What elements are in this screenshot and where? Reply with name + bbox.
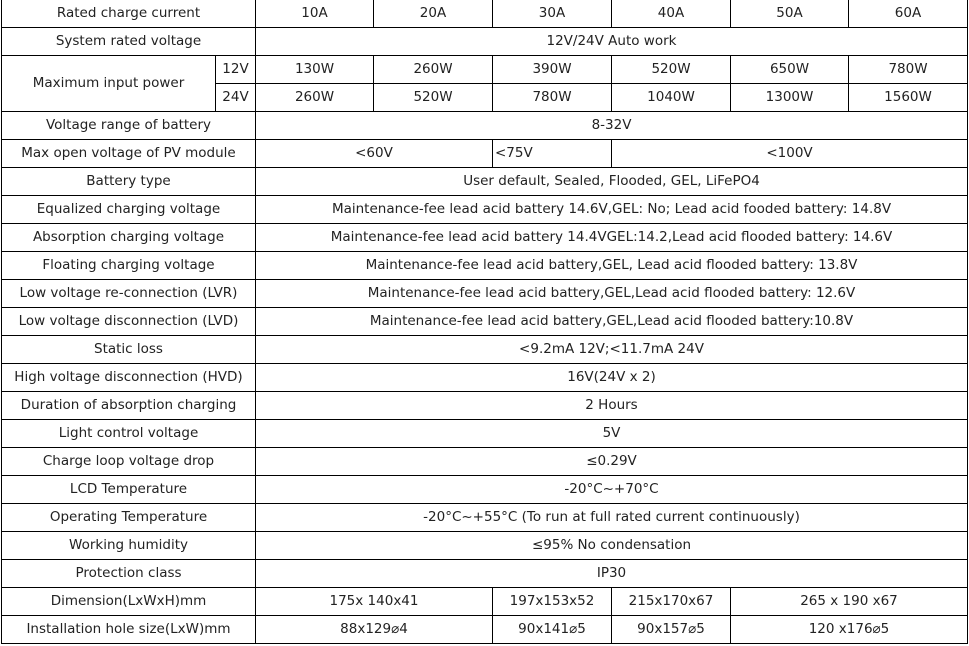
power-12v-50a: 650W (731, 56, 849, 84)
value-battery-type: User default, Sealed, Flooded, GEL, LiFePO4 (256, 168, 968, 196)
label-protection-class: Protection class (2, 560, 256, 588)
value-hvd: 16V(24V x 2) (256, 364, 968, 392)
value-loop-voltage-drop: ≤0.29V (256, 448, 968, 476)
value-static-loss: <9.2mA 12V;<11.7mA 24V (256, 336, 968, 364)
power-24v-40a: 1040W (612, 84, 731, 112)
power-12v-40a: 520W (612, 56, 731, 84)
row-battery-type (2, 168, 968, 196)
label-floating-voltage: Floating charging voltage (2, 252, 256, 280)
value-60a: 60A (849, 0, 968, 28)
label-installation-hole: Installation hole size(LxW)mm (2, 616, 256, 644)
power-12v-30a: 390W (493, 56, 612, 84)
label-lvr: Low voltage re-connection (LVR) (2, 280, 256, 308)
label-operating-temperature: Operating Temperature (2, 504, 256, 532)
value-pv-10a-20a: <60V (256, 140, 493, 168)
power-24v-10a: 260W (256, 84, 374, 112)
value-dimension-50a-60a: 265 x 190 x67 (731, 588, 968, 616)
label-absorption-voltage: Absorption charging voltage (2, 224, 256, 252)
row-system-rated-voltage (2, 28, 968, 56)
value-lcd-temperature: -20°C~+70°C (256, 476, 968, 504)
value-hole-40a: 90x157⌀5 (612, 616, 731, 644)
power-24v-50a: 1300W (731, 84, 849, 112)
value-absorption-duration: 2 Hours (256, 392, 968, 420)
power-24v-60a: 1560W (849, 84, 968, 112)
value-dimension-10a-20a: 175x 140x41 (256, 588, 493, 616)
row-working-humidity (2, 532, 968, 560)
power-24v-20a: 520W (374, 84, 493, 112)
value-dimension-40a: 215x170x67 (612, 588, 731, 616)
value-light-control-voltage: 5V (256, 420, 968, 448)
value-absorption-voltage: Maintenance-fee lead acid battery 14.4VGEL:14.2,Lead acid flooded battery: 14.6V (256, 224, 968, 252)
power-12v-10a: 130W (256, 56, 374, 84)
power-12v-20a: 260W (374, 56, 493, 84)
label-system-rated-voltage: System rated voltage (2, 28, 256, 56)
spec-table (1, 0, 968, 644)
label-hvd: High voltage disconnection (HVD) (2, 364, 256, 392)
row-light-control-voltage (2, 420, 968, 448)
voltage-24v: 24V (216, 84, 256, 112)
label-lvd: Low voltage disconnection (LVD) (2, 308, 256, 336)
value-operating-temperature: -20°C~+55°C (To run at full rated current continuously) (256, 504, 968, 532)
value-equalized-voltage: Maintenance-fee lead acid battery 14.6V,GEL: No; Lead acid fooded battery: 14.8V (256, 196, 968, 224)
row-rated-charge-current (2, 0, 968, 28)
value-30a: 30A (493, 0, 612, 28)
power-24v-30a: 780W (493, 84, 612, 112)
row-hvd (2, 364, 968, 392)
row-lvd (2, 308, 968, 336)
label-dimension: Dimension(LxWxH)mm (2, 588, 256, 616)
value-40a: 40A (612, 0, 731, 28)
value-system-rated-voltage: 12V/24V Auto work (256, 28, 968, 56)
row-absorption-duration (2, 392, 968, 420)
label-equalized-voltage: Equalized charging voltage (2, 196, 256, 224)
label-light-control-voltage: Light control voltage (2, 420, 256, 448)
value-pv-40a-60a: <100V (612, 140, 968, 168)
value-dimension-30a: 197x153x52 (493, 588, 612, 616)
row-voltage-range-battery (2, 112, 968, 140)
label-max-open-voltage-pv: Max open voltage of PV module (2, 140, 256, 168)
label-loop-voltage-drop: Charge loop voltage drop (2, 448, 256, 476)
value-working-humidity: ≤95% No condensation (256, 532, 968, 560)
row-installation-hole (2, 616, 968, 644)
value-voltage-range-battery: 8-32V (256, 112, 968, 140)
value-protection-class: IP30 (256, 560, 968, 588)
label-absorption-duration: Duration of absorption charging (2, 392, 256, 420)
power-12v-60a: 780W (849, 56, 968, 84)
label-rated-charge-current: Rated charge current (2, 0, 256, 28)
row-equalized-voltage (2, 196, 968, 224)
label-lcd-temperature: LCD Temperature (2, 476, 256, 504)
row-loop-voltage-drop (2, 448, 968, 476)
value-lvr: Maintenance-fee lead acid battery,GEL,Lead acid flooded battery: 12.6V (256, 280, 968, 308)
row-static-loss (2, 336, 968, 364)
label-working-humidity: Working humidity (2, 532, 256, 560)
value-hole-30a: 90x141⌀5 (493, 616, 612, 644)
voltage-12v: 12V (216, 56, 256, 84)
label-voltage-range-battery: Voltage range of battery (2, 112, 256, 140)
row-dimension (2, 588, 968, 616)
row-max-open-voltage-pv (2, 140, 968, 168)
value-20a: 20A (374, 0, 493, 28)
row-lvr (2, 280, 968, 308)
row-absorption-voltage (2, 224, 968, 252)
row-max-input-power-12v (2, 56, 968, 84)
row-floating-voltage (2, 252, 968, 280)
row-lcd-temperature (2, 476, 968, 504)
value-pv-30a: <75V (493, 140, 612, 168)
value-hole-10a-20a: 88x129⌀4 (256, 616, 493, 644)
row-operating-temperature (2, 504, 968, 532)
value-floating-voltage: Maintenance-fee lead acid battery,GEL, Lead acid flooded battery: 13.8V (256, 252, 968, 280)
label-max-input-power: Maximum input power (2, 56, 216, 112)
value-10a: 10A (256, 0, 374, 28)
value-lvd: Maintenance-fee lead acid battery,GEL,Lead acid flooded battery:10.8V (256, 308, 968, 336)
label-battery-type: Battery type (2, 168, 256, 196)
value-hole-50a-60a: 120 x176⌀5 (731, 616, 968, 644)
row-protection-class (2, 560, 968, 588)
value-50a: 50A (731, 0, 849, 28)
label-static-loss: Static loss (2, 336, 256, 364)
